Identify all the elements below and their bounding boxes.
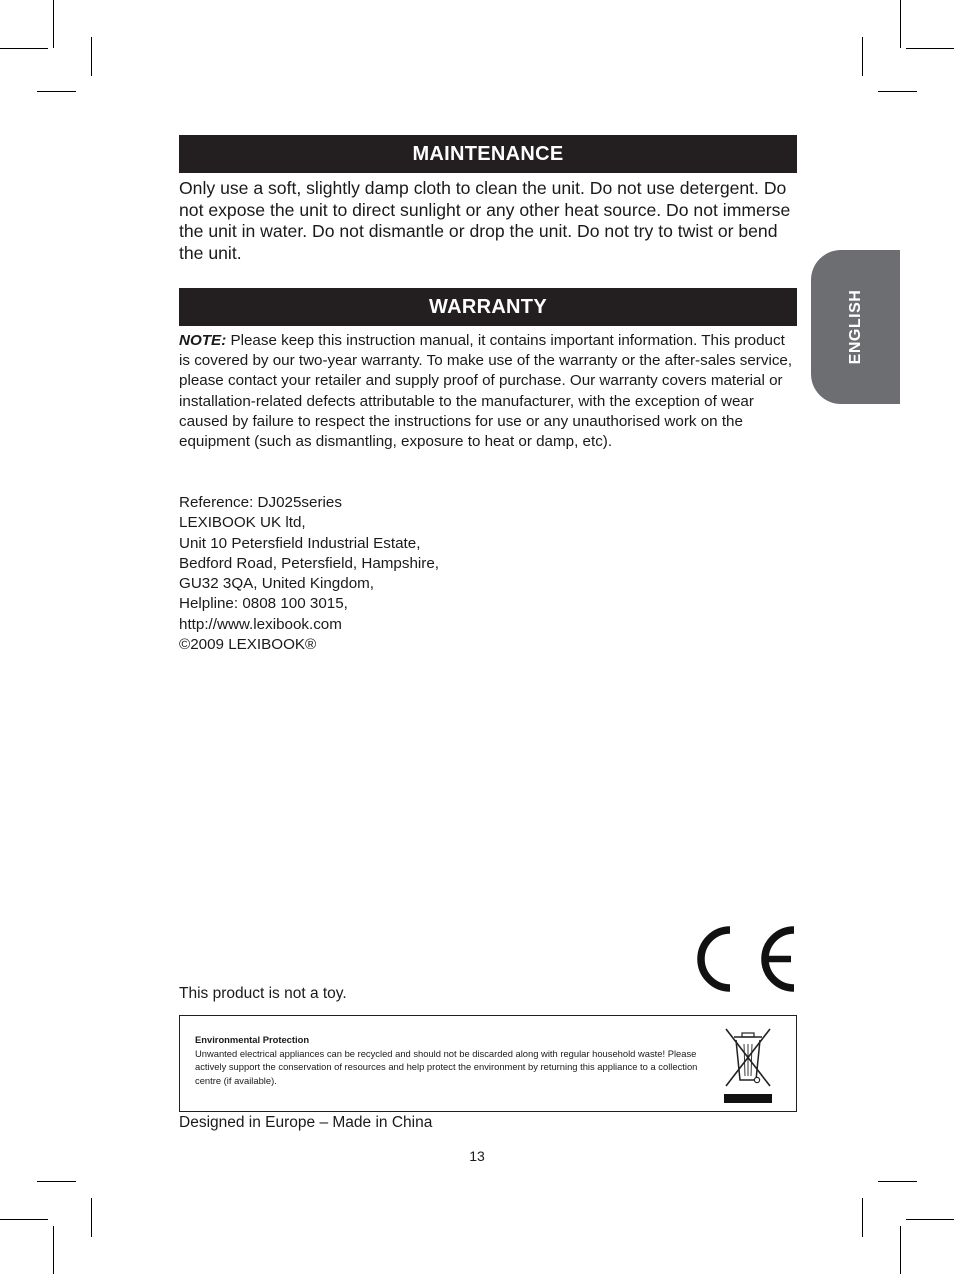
crop-mark — [53, 0, 54, 48]
crop-mark — [91, 37, 92, 76]
crop-mark — [862, 37, 863, 76]
language-tab-label: ENGLISH — [846, 289, 864, 365]
not-a-toy-notice: This product is not a toy. — [179, 985, 347, 1002]
street-line: Unit 10 Petersfield Industrial Estate, — [179, 534, 421, 552]
crop-mark — [0, 1219, 48, 1220]
copyright-line: ©2009 LEXIBOOK® — [179, 636, 317, 654]
crop-mark — [878, 91, 917, 92]
crop-mark — [900, 0, 901, 48]
crop-mark — [91, 1198, 92, 1237]
crossed-out-bin-icon — [718, 1024, 778, 1106]
postcode-line: GU32 3QA, United Kingdom, — [179, 575, 375, 593]
crop-mark — [906, 1219, 954, 1220]
crop-mark — [53, 1226, 54, 1274]
crop-mark — [862, 1198, 863, 1237]
warranty-text — [179, 331, 799, 452]
road-line: Bedford Road, Petersfield, Hampshire, — [179, 554, 440, 572]
ce-mark-icon — [696, 922, 798, 996]
language-tab — [811, 250, 900, 404]
warranty-note-label: NOTE: — [179, 332, 227, 349]
made-in-notice: Designed in Europe – Made in China — [179, 1114, 433, 1131]
helpline-line: Helpline: 0808 100 3015, — [179, 595, 348, 613]
environmental-body: Unwanted electrical appliances can be recycled and should not be discarded along with regular household waste! Please actively support the conservation of resources and help protect the environment by returning this appliance to a collection centre (if available). — [195, 1047, 698, 1086]
page-number: 13 — [469, 1148, 485, 1164]
crop-mark — [0, 48, 48, 49]
maintenance-text: Only use a soft, slightly damp cloth to clean the unit. Do not use detergent. Do not expose the unit to direct sunlight or any other heat source. Do not immerse the unit in water. Do not dismantle or drop the unit. Do not try to twist or bend the unit. — [179, 178, 791, 263]
environmental-text — [195, 1033, 705, 1087]
warranty-heading: WARRANTY — [179, 288, 797, 326]
maintenance-heading: MAINTENANCE — [179, 135, 797, 173]
crop-mark — [878, 1181, 917, 1182]
website-link[interactable]: http://www.lexibook.com — [179, 615, 342, 633]
warranty-note-body: Please keep this instruction manual, it contains important information. This product is covered by our two-year warranty. To make use of the warranty or the after-sales service, please contact your retailer and supply proof of purchase. Our warranty covers material or installation-related defects attributable to the manufacturer, with the exception of wear caused by failure to respect the instructions for use or any unauthorised work on the equipment (such as dismantling, exposure to heat or damp, etc). — [179, 332, 793, 451]
environmental-protection-box — [179, 1015, 797, 1112]
environmental-title: Environmental Protection — [195, 1034, 310, 1045]
crop-mark — [906, 48, 954, 49]
address-block — [179, 493, 629, 655]
crop-mark — [37, 91, 76, 92]
crop-mark — [37, 1181, 76, 1182]
reference-line: Reference: DJ025series — [179, 494, 342, 511]
company-line: LEXIBOOK UK ltd, — [179, 514, 306, 532]
crop-mark — [900, 1226, 901, 1274]
